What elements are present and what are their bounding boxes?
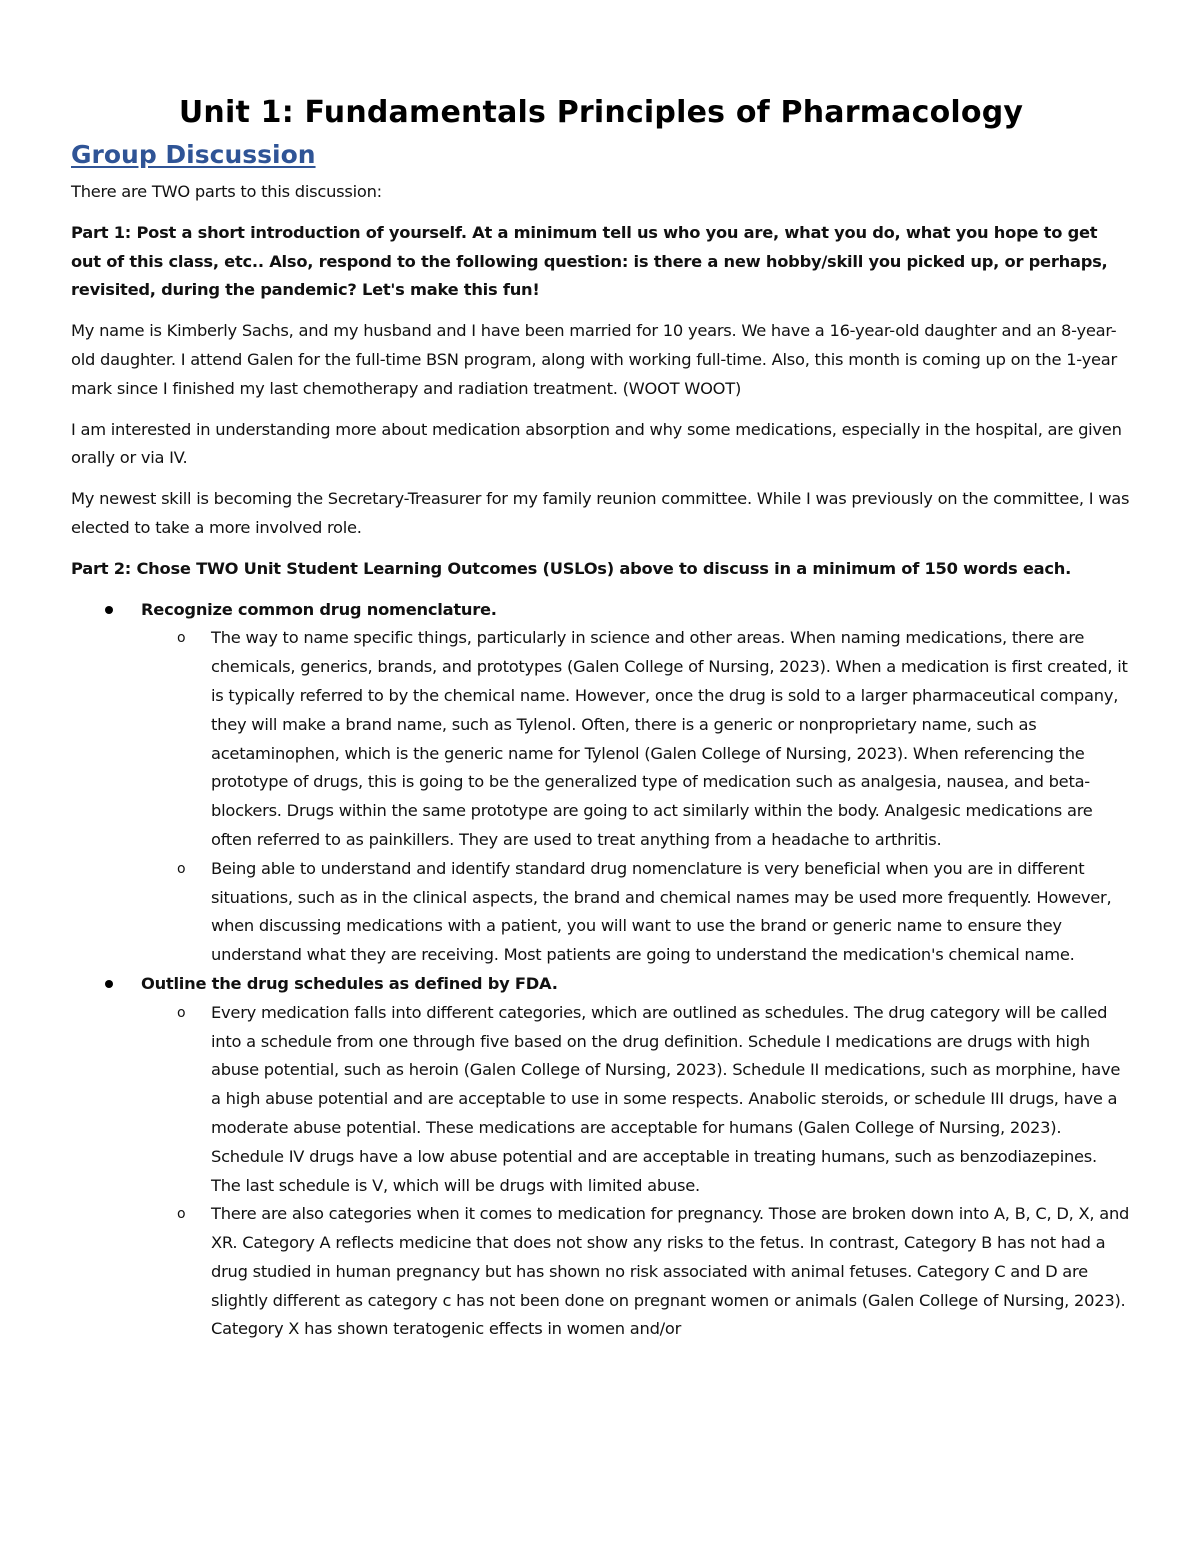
outcome-point-text: The way to name specific things, particularly in science and other areas. When naming medications, there are chemicals, generics, brands, and prototypes (Galen College of Nursing, 2023). When a medication is first created, it is typically referred to by the chemical name. However, once the drug is sold to a larger pharmaceutical company, they will make a brand name, such as Tylenol. Often, there is a generic or nonproprietary name, such as acetaminophen, which is the generic name for Tylenol (Galen College of Nursing, 2023). When referencing the prototype of drugs, this is going to be the generalized type of medication such as analgesia, nausea, and beta-blockers. Drugs within the same prototype are going to act similarly within the body. Analgesic medications are often referred to as painkillers. They are used to treat anything from a headache to arthritis. bbox=[211, 628, 1128, 849]
part1-prompt: Part 1: Post a short introduction of yourself. At a minimum tell us who you are, what you do, what you hope to get out of this class, etc.. Also, respond to the following question: is there a new hobby/skill you picked up, or perhaps, revisited, during the pandemic? Let's make this fun! bbox=[71, 222, 1108, 300]
outcome-point-text: Being able to understand and identify standard drug nomenclature is very beneficial when you are in different situations, such as in the clinical aspects, the brand and chemical names may be used more frequently. However, when discussing medications with a patient, you will want to use the brand or generic name to ensure they understand what they are receiving. Most patients are going to understand the medication's chemical name. bbox=[211, 858, 1112, 965]
outcome-title: Recognize common drug nomenclature. bbox=[141, 599, 497, 619]
bullet-icon bbox=[105, 980, 113, 988]
section-heading: Group Discussion bbox=[71, 140, 316, 169]
outcome-item bbox=[71, 596, 1131, 970]
intro-paragraph: There are TWO parts to this discussion: bbox=[71, 182, 382, 201]
outcome-points bbox=[141, 999, 1131, 1345]
circle-bullet-icon: o bbox=[177, 1206, 186, 1223]
document-title: Unit 1: Fundamentals Principles of Pharmacology bbox=[178, 95, 1024, 130]
circle-bullet-icon: o bbox=[177, 1004, 186, 1021]
document-page bbox=[71, 88, 1131, 1344]
part2-prompt: Part 2: Chose TWO Unit Student Learning Outcomes (USLOs) above to discuss in a minimum of 150 words each. bbox=[71, 558, 1072, 578]
outcome-point-text: There are also categories when it comes to medication for pregnancy. Those are broken down into A, B, C, D, X, and XR. Category A reflects medicine that does not show any risks to the fetus. In contrast, Category B has not had a drug studied in human pregnancy but has shown no risk associated with animal fetuses. Category C and D are slightly different as category c has not been done on pregnant women or animals (Galen College of Nursing, 2023). Category X has shown teratogenic effects in women and/or bbox=[211, 1204, 1130, 1339]
outcome-point bbox=[141, 1200, 1131, 1344]
bullet-icon bbox=[105, 606, 113, 614]
answer-paragraph: I am interested in understanding more about medication absorption and why some medications, especially in the hospital, are given orally or via IV. bbox=[71, 419, 1122, 468]
outcome-point bbox=[141, 855, 1131, 970]
answer-paragraph: My newest skill is becoming the Secretary-Treasurer for my family reunion committee. While I was previously on the committee, I was elected to take a more involved role. bbox=[71, 489, 1130, 537]
outcome-point bbox=[141, 624, 1131, 854]
outcome-item bbox=[71, 970, 1131, 1344]
outcome-title: Outline the drug schedules as defined by FDA. bbox=[141, 973, 558, 993]
outcome-point bbox=[141, 999, 1131, 1201]
circle-bullet-icon: o bbox=[177, 630, 186, 647]
outcome-point-text: Every medication falls into different categories, which are outlined as schedules. The drug category will be called into a schedule from one through five based on the drug definition. Schedule I medications are drugs with high abuse potential, such as heroin (Galen College of Nursing, 2023). Schedule II medications, such as morphine, have a high abuse potential and are acceptable to use in some respects. Anabolic steroids, or schedule III drugs, have a moderate abuse potential. These medications are acceptable for humans (Galen College of Nursing, 2023). Schedule IV drugs have a low abuse potential and are acceptable in treating humans, such as benzodiazepines. The last schedule is V, which will be drugs with limited abuse. bbox=[211, 1002, 1121, 1195]
outcome-points bbox=[141, 624, 1131, 970]
outcomes-list bbox=[71, 596, 1131, 1345]
circle-bullet-icon: o bbox=[177, 860, 186, 877]
answer-paragraph: My name is Kimberly Sachs, and my husband and I have been married for 10 years. We have a 16-year-old daughter and an 8-year-old daughter. I attend Galen for the full-time BSN program, along with working full-time. Also, this month is coming up on the 1-year mark since I finished my last chemotherapy and radiation treatment. (WOOT WOOT) bbox=[71, 321, 1117, 398]
